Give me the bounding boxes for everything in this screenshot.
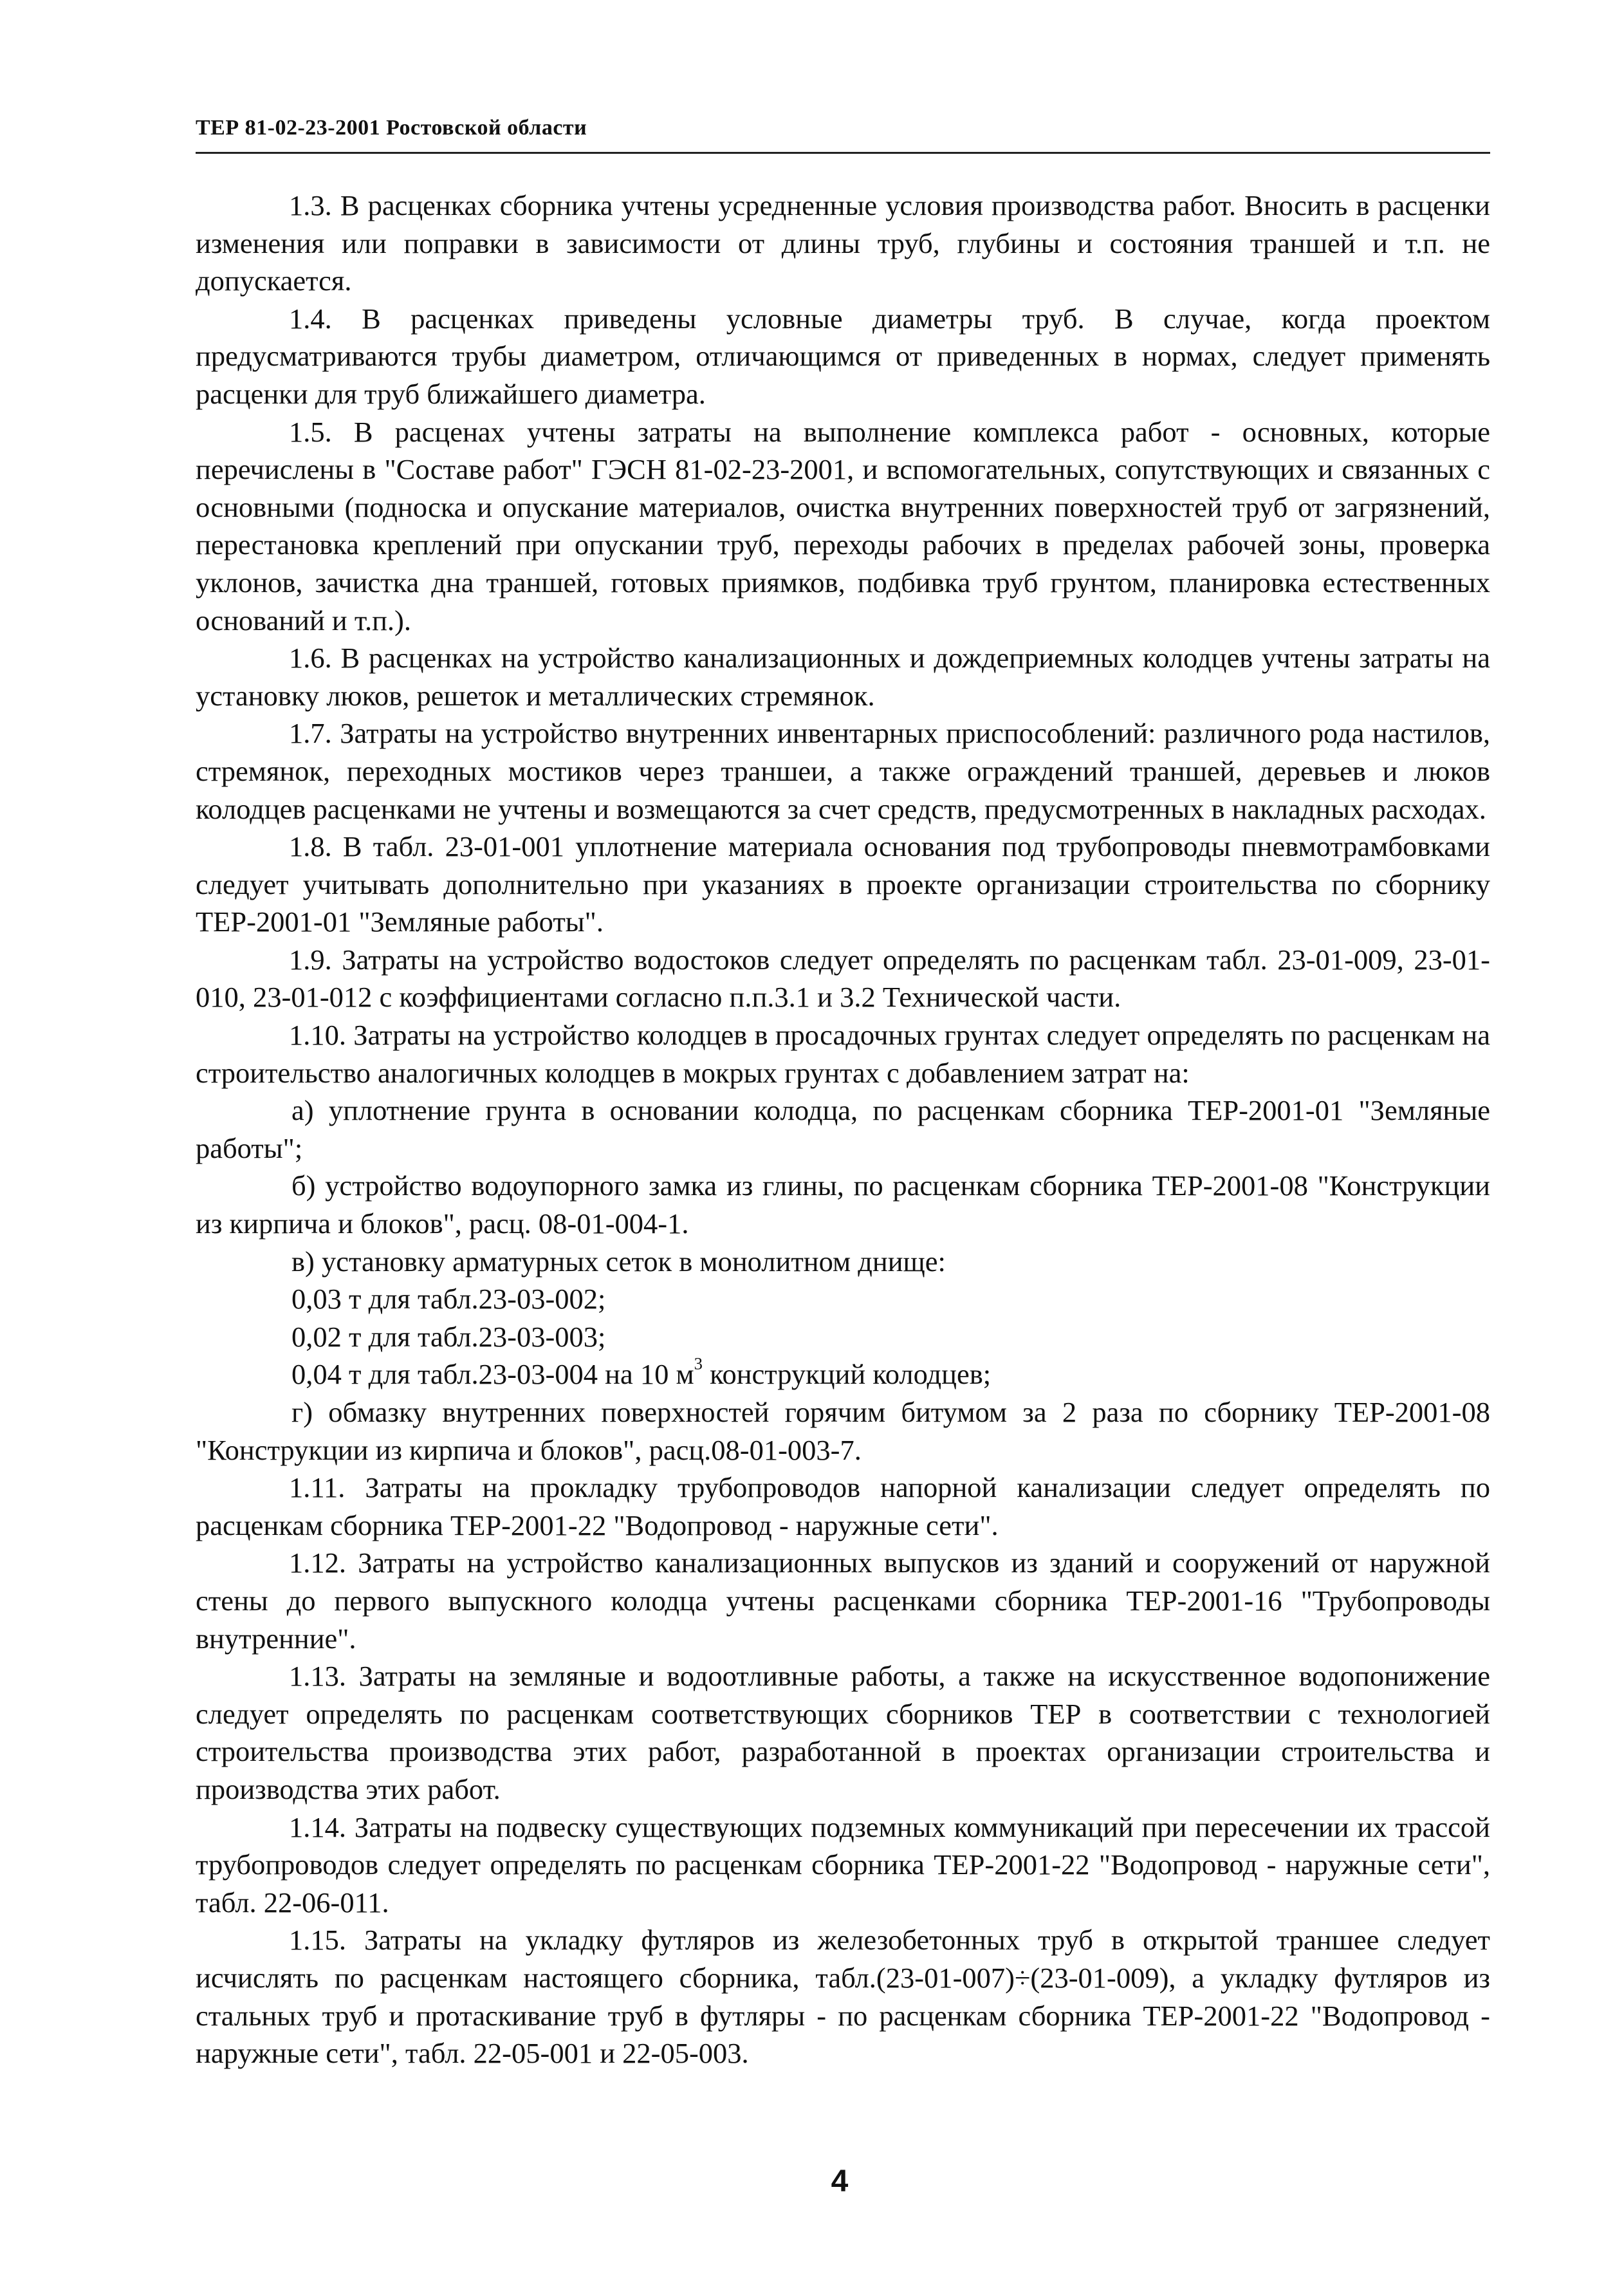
sub-item-v-2: 0,02 т для табл.23-03-003; — [291, 1320, 606, 1353]
sub-item-v: в) установку арматурных сеток в монолитном днище: — [291, 1245, 946, 1278]
sub-item-b: б) устройство водоупорного замка из глины, по расценкам сборника ТЕР-2001-08 "Конструкции из кирпича и блоков", расц. 08-01-004-1. — [196, 1169, 1490, 1240]
document-body — [196, 187, 1490, 2072]
sub-item-v-3-text: 0,04 т для табл.23-03-004 на 10 м — [291, 1358, 694, 1391]
sub-item-v-1: 0,03 т для табл.23-03-002; — [291, 1283, 606, 1315]
sub-item-v-3 — [196, 1355, 1490, 1393]
paragraph-1-9: 1.9. Затраты на устройство водостоков следует определять по расценкам табл. 23-01-009, 23-01-010, 23-01-012 с коэффициентами согласно п.п.3.1 и 3.2 Технической части. — [196, 943, 1490, 1014]
sub-item-a: а) уплотнение грунта в основании колодца, по расценкам сборника ТЕР-2001-01 "Земляные работы"; — [196, 1094, 1490, 1164]
paragraph-1-4: 1.4. В расценках приведены условные диаметры труб. В случае, когда проектом предусматриваются трубы диаметром, отличающимся от приведенных в нормах, следует применять расценки для труб ближайшего диаметра. — [196, 302, 1490, 410]
page-number: 4 — [831, 2164, 849, 2198]
paragraph-1-11: 1.11. Затраты на прокладку трубопроводов напорной канализации следует определять по расценкам сборника ТЕР-2001-22 "Водопровод - наружные сети". — [196, 1471, 1490, 1541]
paragraph-1-6: 1.6. В расценках на устройство канализационных и дождеприемных колодцев учтены затраты на установку люков, решеток и металлических стремянок. — [196, 642, 1490, 712]
paragraph-1-7: 1.7. Затраты на устройство внутренних инвентарных приспособлений: различного рода настилов, стремянок, переходных мостиков через траншеи, а также ограждений траншей, деревьев и люков колодцев расценками не учтены и возмещаются за счет средств, предусмотренных в накладных расходах. — [196, 717, 1490, 825]
cubic-superscript: 3 — [694, 1353, 703, 1373]
sub-item-g: г) обмазку внутренних поверхностей горячим битумом за 2 раза по сборнику ТЕР-2001-08 "Конструкции из кирпича и блоков", расц.08-01-003-7. — [196, 1396, 1490, 1466]
paragraph-1-10: 1.10. Затраты на устройство колодцев в просадочных грунтах следует определять по расценкам на строительство аналогичных колодцев в мокрых грунтах с добавлением затрат на: — [196, 1019, 1490, 1089]
header-rule — [196, 152, 1490, 154]
paragraph-1-8: 1.8. В табл. 23-01-001 уплотнение материала основания под трубопроводы пневмотрамбовками следует учитывать дополнительно при указаниях в проекте организации строительства по сборнику ТЕР-2001-01 "Земляные работы". — [196, 830, 1490, 938]
paragraph-1-5: 1.5. В расценах учтены затраты на выполнение комплекса работ - основных, которые перечислены в "Составе работ" ГЭСН 81-02-23-2001, и вспомогательных, сопутствующих и связанных с основными (подноска и опускание материалов, очистка внутренних поверхностей труб от загрязнений, перестановка креплений при опускании труб, переходы рабочих в пределах рабочей зоны, проверка уклонов, зачистка дна траншей, готовых приямков, подбивка труб грунтом, планировка естественных оснований и т.п.). — [196, 415, 1490, 637]
paragraph-1-14: 1.14. Затраты на подвеску существующих подземных коммуникаций при пересечении их трассой трубопроводов следует определять по расценкам сборника ТЕР-2001-22 "Водопровод - наружные сети", табл. 22-06-011. — [196, 1810, 1490, 1919]
paragraph-1-12: 1.12. Затраты на устройство канализационных выпусков из зданий и сооружений от наружной стены до первого выпускного колодца учтены расценками сборника ТЕР-2001-16 "Трубопроводы внутренние". — [196, 1547, 1490, 1655]
running-header: ТЕР 81-02-23-2001 Ростовской области — [196, 116, 587, 140]
paragraph-1-3: 1.3. В расценках сборника учтены усредненные условия производства работ. Вносить в расценки изменения или поправки в зависимости от длины труб, глубины и состояния траншей и т.п. не допускается. — [196, 189, 1490, 297]
paragraph-1-13: 1.13. Затраты на земляные и водоотливные работы, а также на искусственное водопонижение следует определять по расценкам соответствующих сборников ТЕР в соответствии с технологией строительства производства этих работ, разработанной в проектах организации строительства и производства этих работ. — [196, 1660, 1490, 1805]
sub-item-v-3-tail: конструкций колодцев; — [702, 1358, 992, 1391]
paragraph-1-15: 1.15. Затраты на укладку футляров из железобетонных труб в открытой траншее следует исчислять по расценкам настоящего сборника, табл.(23-01-007)÷(23-01-009), а укладку футляров из стальных труб и протаскивание труб в футляры - по расценкам сборника ТЕР-2001-22 "Водопровод - наружные сети", табл. 22-05-001 и 22-05-003. — [196, 1924, 1490, 2070]
